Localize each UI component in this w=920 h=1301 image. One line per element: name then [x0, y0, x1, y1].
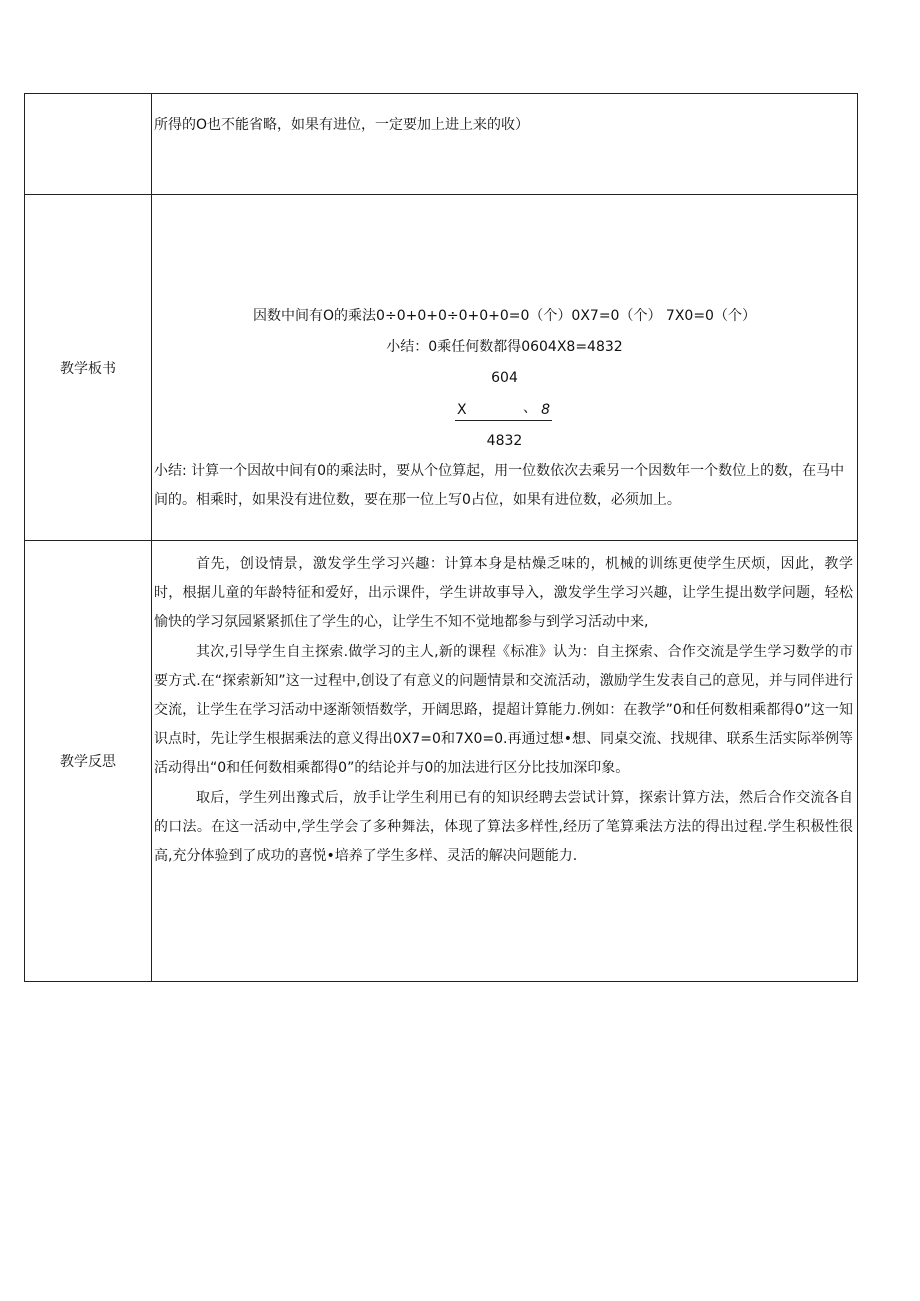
row-label-empty [25, 94, 152, 195]
board-line-summary-short: 小结：0乘任何数都得0604X8=4832 [386, 339, 623, 355]
continuation-text: 所得的O也不能省略，如果有进位，一定要加上进上来的收） [154, 117, 530, 133]
row-label-board: 教学板书 [25, 195, 152, 541]
board-summary: 小结: 计算一个因故中间有0的乘法时，要从个位算起，用一位数依次去乘另一个因数年一个数位上的数，在马中间的。相乘时，如果没有进位数，要在那一位上写0占位，如果有进位数，必须加上。 [154, 463, 845, 508]
multiplier-number: 8 [541, 402, 550, 418]
board-line-multiplier [455, 400, 552, 421]
continuation-cell [152, 94, 858, 195]
lesson-plan-table [24, 93, 858, 982]
row-label-reflection: 教学反思 [25, 541, 152, 982]
board-content [152, 195, 857, 540]
table-row-continuation [25, 94, 858, 195]
board-line-title: 因数中间有O的乘法0÷0+0+0÷0+0+0=0（个）0X7=0（个） 7X0=0（个） [253, 308, 756, 324]
reflection-paragraph-2: 其次,引导学生自主探索.做学习的主人,新的课程《标准》认为：自主探索、合作交流是学生学习数学的市要方式.在“探索新知”这一过程中,创设了有意义的问题情景和交流活动，激励学生发表自己的意见，并与同伴进行交流，让学生在学习活动中逐渐领悟数学，开阔思路，提超计算能力.例如：在教学”0和任何数相乘都得0”这一知识点时，先让学生根据乘法的意义得出0X7=0和7X0=0.再通过想•想、同桌交流、找规律、联系生活实际举例等活动得出“0和任何数相乘都得0”的结论并与0的加法进行区分比技加深印象。 [154, 643, 853, 777]
board-cell [152, 195, 858, 541]
reflection-cell [152, 541, 858, 982]
table-row-reflection [25, 541, 858, 982]
reflection-paragraph-3: 取后，学生列出豫式后，放手让学生利用已有的知识经聘去尝试计算，探索计算方法，然后合作交流各自的口法。在这一活动中,学生学会了多种舞法，体现了算法多样性,经历了笔算乘法方法的得出过程.学生积极性很高,充分体验到了成功的喜悦•培养了学生多样、灵活的解决问题能力. [154, 789, 853, 865]
reflection-paragraph-1: 首先，创设情景，激发学生学习兴趣：计算本身是枯燥乏味的，机械的训练更使学生厌烦，因此，教学时，根据儿童的年龄特征和爱好，出示课件，学生讲故事导入，激发学生学习兴趣，让学生提出数学问题，轻松愉快的学习氛园紧紧抓住了学生的心，让学生不知不觉地都参与到学习活动中来, [154, 556, 853, 631]
multiplier-mark: 、 [523, 400, 537, 416]
table-row-board [25, 195, 858, 541]
multiply-sign: X [457, 402, 467, 418]
board-line-multiplicand: 604 [491, 370, 518, 386]
board-line-product: 4832 [486, 433, 523, 449]
reflection-content [152, 541, 857, 871]
